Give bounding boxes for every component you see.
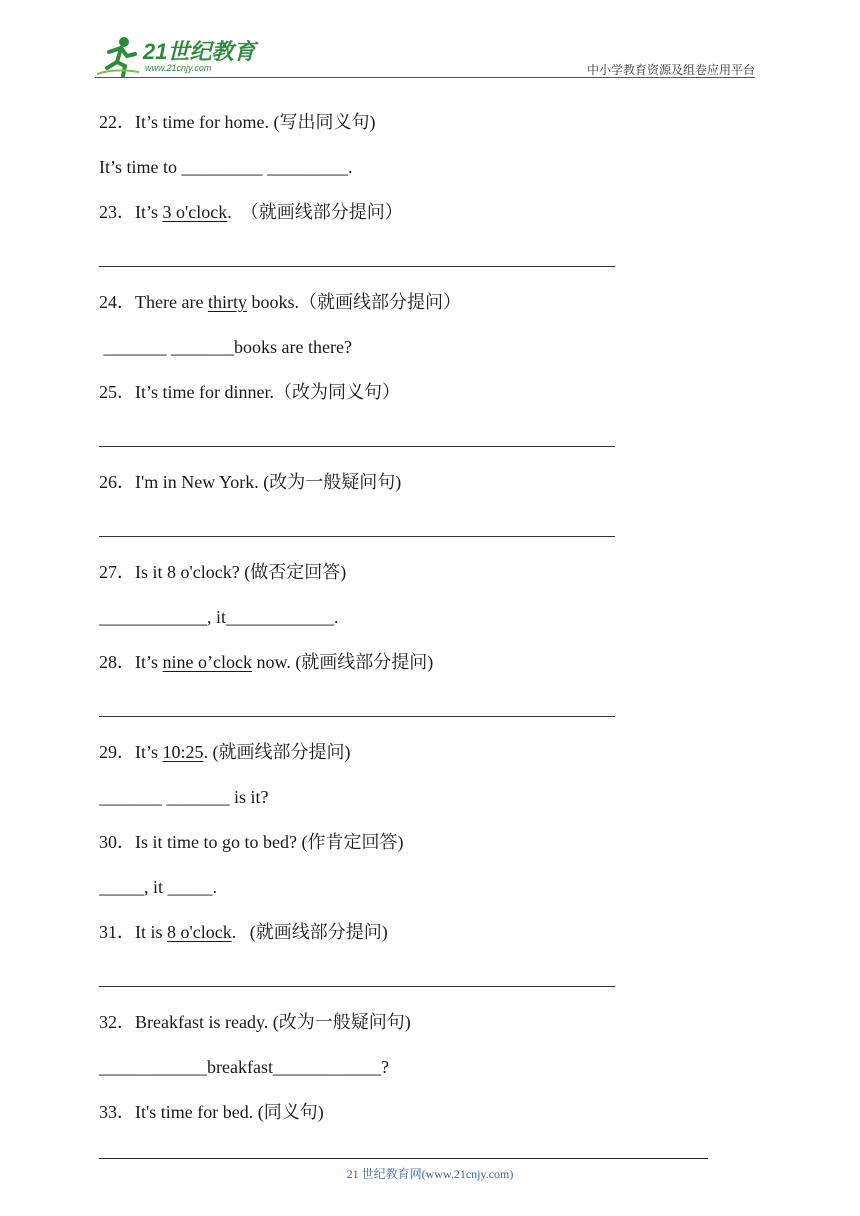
- question-number: 24．: [99, 292, 135, 312]
- question-q23: [99, 201, 403, 223]
- question-text: It’s time for dinner.（改为同义句）: [135, 382, 400, 402]
- question-q29: [99, 741, 351, 763]
- question-number: 33．: [99, 1102, 135, 1122]
- question-number: 27．: [99, 562, 135, 582]
- question-text: Breakfast is ready. (改为一般疑问句): [135, 1012, 411, 1032]
- logo-text: 21世纪教育: [143, 39, 256, 64]
- header-divider: [95, 77, 755, 78]
- question-number: 31．: [99, 922, 135, 942]
- question-q32: [99, 1011, 411, 1033]
- question-number: 32．: [99, 1012, 135, 1032]
- question-q33: [99, 1101, 324, 1123]
- answer-line: ____________, it____________.: [99, 607, 339, 627]
- question-text: . (就画线部分提问): [231, 922, 388, 942]
- answer-rule: [99, 536, 615, 537]
- answer-line: ____________breakfast____________?: [99, 1057, 389, 1077]
- question-q22: [99, 111, 375, 133]
- runner-icon: [95, 34, 141, 78]
- underlined-phrase: 3 o'clock: [162, 202, 228, 222]
- question-q30: [99, 831, 403, 853]
- question-text: There are: [135, 292, 208, 312]
- question-text: It is: [135, 922, 168, 942]
- answer-rule: [99, 446, 615, 447]
- question-text: . (就画线部分提问): [203, 742, 351, 762]
- footer-divider: [99, 1158, 708, 1159]
- question-text: books.（就画线部分提问）: [246, 292, 461, 312]
- question-text: . （就画线部分提问）: [227, 202, 403, 222]
- question-text: I'm in New York. (改为一般疑问句): [135, 472, 402, 492]
- question-q31: [99, 921, 388, 943]
- question-number: 28．: [99, 652, 135, 672]
- footer-text: 21 世纪教育网(www.21cnjy.com): [346, 1167, 514, 1181]
- question-text: It’s: [135, 742, 163, 762]
- answer-line: It’s time to _________ _________.: [99, 157, 353, 177]
- question-text: It's time for bed. (同义句): [135, 1102, 324, 1122]
- logo-url: www.21cnjy.com: [145, 63, 212, 73]
- question-text: Is it time to go to bed? (作肯定回答): [135, 832, 404, 852]
- question-text: Is it 8 o'clock? (做否定回答): [135, 562, 347, 582]
- answer-line: _______ _______books are there?: [99, 337, 352, 357]
- answer-rule: [99, 986, 615, 987]
- question-text: It’s: [135, 652, 163, 672]
- question-q25: [99, 381, 400, 403]
- question-number: 26．: [99, 472, 135, 492]
- question-text: It’s time for home. (写出同义句): [135, 112, 376, 132]
- site-logo: [95, 34, 265, 78]
- question-text: now. (就画线部分提问): [251, 652, 434, 672]
- question-q27: [99, 561, 346, 583]
- answer-line: _____, it _____.: [99, 877, 218, 897]
- question-number: 22．: [99, 112, 135, 132]
- underlined-phrase: nine o’clock: [162, 652, 252, 672]
- header-platform-text: 中小学教育资源及组卷应用平台: [586, 63, 755, 77]
- question-number: 23．: [99, 202, 135, 222]
- underlined-phrase: thirty: [207, 292, 247, 312]
- answer-rule: [99, 716, 615, 717]
- question-q26: [99, 471, 401, 493]
- underlined-phrase: 10:25: [162, 742, 204, 762]
- answer-rule: [99, 266, 615, 267]
- page-header: [95, 34, 755, 78]
- question-number: 25．: [99, 382, 135, 402]
- question-q24: [99, 291, 461, 313]
- question-q28: [99, 651, 433, 673]
- answer-line: _______ _______ is it?: [99, 787, 269, 807]
- question-number: 30．: [99, 832, 135, 852]
- question-number: 29．: [99, 742, 135, 762]
- question-text: It’s: [135, 202, 163, 222]
- underlined-phrase: 8 o'clock: [167, 922, 232, 942]
